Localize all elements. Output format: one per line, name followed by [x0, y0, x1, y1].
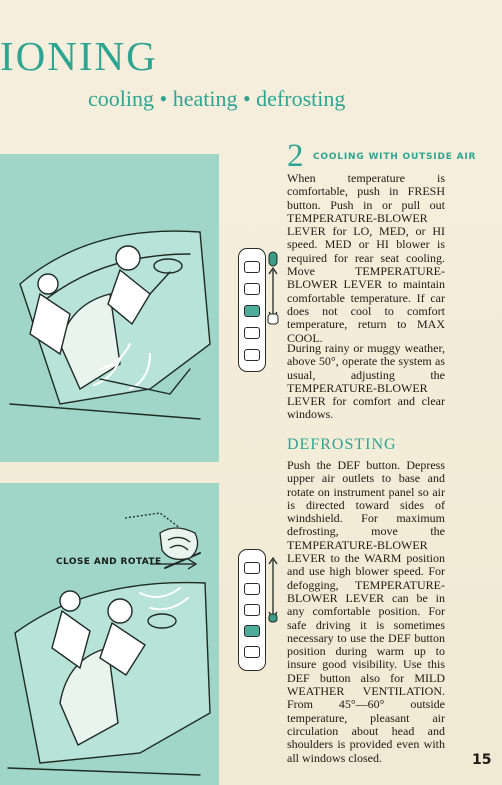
- def-button-active[interactable]: [244, 625, 260, 637]
- control-button[interactable]: [244, 283, 260, 295]
- cooling-paragraph-1: When temperature is comfortable, push in FRESH button. Push in or pull out TEMPERATURE-BLOWER LEVER for LO, MED, or HI speed. MED or HI blower is required for rear seat cooling. Move TEMPERATURE-BLOWER LEVER to maintain comfortable temperature. If car does not cool to comfort temperature, return to MAX COOL.: [287, 171, 445, 345]
- defrosting-paragraph: Push the DEF button. Depress upper air outlets to base and rotate on instrument panel so air is directed toward sides of windshield. For maximum defrosting, move the TEMPERATURE-BLOWER LEVER to the WARM position and use high blower speed. For defogging, TEMPERATURE-BLOWER LEVER can be in any comfortable position. For safe driving it is sometimes necessary to use the DEF button position during warm up to insure good visibility. Use this DEF button also for MILD WEATHER VENTILATION. From 45°—60° outside temperature, pleasant air circulation about head and shoulders is provided even with all windows closed.: [287, 458, 445, 765]
- page-heading: IONING: [0, 33, 158, 79]
- section-label: COOLING WITH OUTSIDE AIR: [313, 152, 477, 162]
- control-button[interactable]: [244, 646, 260, 658]
- control-button[interactable]: [244, 562, 260, 574]
- temperature-blower-lever-icon[interactable]: [266, 250, 280, 326]
- page-subheading: cooling • heating • defrosting: [88, 86, 346, 111]
- page-number: 15: [472, 752, 492, 768]
- control-button[interactable]: [244, 261, 260, 273]
- cooling-illustration: [0, 154, 219, 462]
- cooling-paragraph-2: During rainy or muggy weather, above 50°, operate the system as usual, adjusting the TEMPERATURE-BLOWER LEVER for comfort and clear windows.: [287, 341, 445, 422]
- control-button[interactable]: [244, 583, 260, 595]
- fresh-button-active[interactable]: [244, 305, 260, 317]
- climate-control-panel-bottom: [238, 549, 266, 671]
- defrosting-heading: DEFROSTING: [287, 436, 397, 453]
- step-number: 2: [287, 138, 304, 174]
- close-and-rotate-label: CLOSE AND ROTATE: [56, 557, 162, 567]
- car-interior-drawing: [0, 154, 219, 462]
- control-button[interactable]: [244, 327, 260, 339]
- control-button[interactable]: [244, 604, 260, 616]
- control-button[interactable]: [244, 349, 260, 361]
- arrow-right-icon: [150, 558, 200, 570]
- climate-control-panel-top: [238, 248, 266, 372]
- temperature-blower-lever-icon[interactable]: [266, 556, 280, 624]
